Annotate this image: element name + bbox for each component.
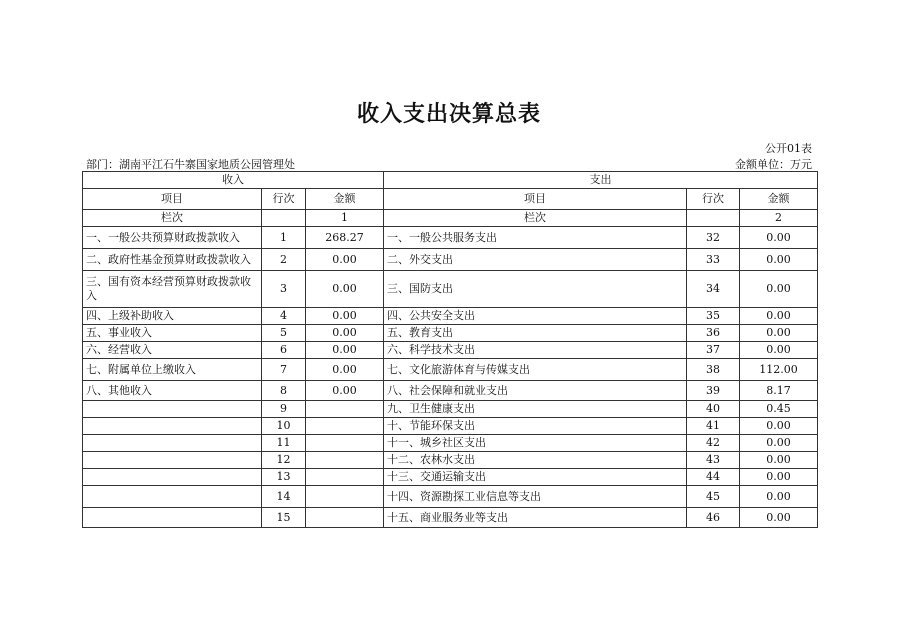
- expense-amount: 0.00: [740, 508, 818, 528]
- department-label: 部门：湖南平江石牛寨国家地质公园管理处: [86, 158, 295, 171]
- income-line: 1: [262, 227, 306, 249]
- expense-item: 十一、城乡社区支出: [384, 435, 687, 452]
- expense-column-number: 2: [740, 210, 818, 227]
- column-header-row: [83, 189, 818, 210]
- table-row: [83, 381, 818, 401]
- expense-amount: 0.00: [740, 469, 818, 486]
- income-amount: 0.00: [306, 325, 384, 342]
- income-line-header: 行次: [262, 189, 306, 210]
- expense-amount: 112.00: [740, 359, 818, 381]
- expense-amount: 0.00: [740, 435, 818, 452]
- expense-amount: 0.00: [740, 249, 818, 271]
- expense-item: 七、文化旅游体育与传媒支出: [384, 359, 687, 381]
- expense-line: 36: [687, 325, 740, 342]
- expense-item: 十三、交通运输支出: [384, 469, 687, 486]
- income-item: 六、经营收入: [83, 342, 262, 359]
- expense-line: 37: [687, 342, 740, 359]
- table-row: [83, 486, 818, 508]
- income-item: 三、国有资本经营预算财政拨款收入: [83, 271, 262, 308]
- income-line: 2: [262, 249, 306, 271]
- expense-line: 44: [687, 469, 740, 486]
- income-amount: 0.00: [306, 381, 384, 401]
- income-amount: [306, 486, 384, 508]
- income-item: [83, 508, 262, 528]
- expense-line: 39: [687, 381, 740, 401]
- income-item: 一、一般公共预算财政拨款收入: [83, 227, 262, 249]
- income-amount: 0.00: [306, 271, 384, 308]
- table-row: [83, 508, 818, 528]
- income-item: [83, 469, 262, 486]
- income-column-number: 1: [306, 210, 384, 227]
- unit-label: 金额单位：万元: [735, 158, 812, 171]
- expense-item: 三、国防支出: [384, 271, 687, 308]
- table-row: [83, 435, 818, 452]
- expense-item-header: 项目: [384, 189, 687, 210]
- income-item: [83, 452, 262, 469]
- expense-amount: 0.00: [740, 486, 818, 508]
- income-item: 五、事业收入: [83, 325, 262, 342]
- income-amount: [306, 469, 384, 486]
- expense-line: 32: [687, 227, 740, 249]
- income-item: [83, 401, 262, 418]
- table-row: [83, 271, 818, 308]
- page-title: 收入支出决算总表: [356, 102, 541, 127]
- income-line: 4: [262, 308, 306, 325]
- expense-amount: 0.00: [740, 325, 818, 342]
- expense-item: 十、节能环保支出: [384, 418, 687, 435]
- expense-amount: 0.45: [740, 401, 818, 418]
- income-item-header: 项目: [83, 189, 262, 210]
- table-row: [83, 325, 818, 342]
- table-row: [83, 359, 818, 381]
- income-line: 11: [262, 435, 306, 452]
- income-amount: [306, 401, 384, 418]
- expense-item: 八、社会保障和就业支出: [384, 381, 687, 401]
- column-number-row: [83, 210, 818, 227]
- expense-amount: 0.00: [740, 227, 818, 249]
- expense-amount: 0.00: [740, 308, 818, 325]
- income-amount: 0.00: [306, 342, 384, 359]
- income-item: [83, 486, 262, 508]
- section-header-row: [83, 172, 818, 189]
- table-row: [83, 342, 818, 359]
- income-amount: 0.00: [306, 359, 384, 381]
- income-line: 5: [262, 325, 306, 342]
- expense-item: 十二、农林水支出: [384, 452, 687, 469]
- income-amount: 0.00: [306, 308, 384, 325]
- income-amount-header: 金额: [306, 189, 384, 210]
- table-row: [83, 249, 818, 271]
- expense-line: 43: [687, 452, 740, 469]
- expense-line: 33: [687, 249, 740, 271]
- income-column-label: 栏次: [83, 210, 262, 227]
- expense-line: 38: [687, 359, 740, 381]
- expense-item: 四、公共安全支出: [384, 308, 687, 325]
- table-row: [83, 227, 818, 249]
- income-line: 6: [262, 342, 306, 359]
- expense-line: 40: [687, 401, 740, 418]
- expense-line: 42: [687, 435, 740, 452]
- income-item: 七、附属单位上缴收入: [83, 359, 262, 381]
- expense-line: 41: [687, 418, 740, 435]
- income-amount: 0.00: [306, 249, 384, 271]
- expense-section-header: 支出: [384, 172, 818, 189]
- expense-amount: 0.00: [740, 342, 818, 359]
- form-code: 公开01表: [765, 142, 812, 155]
- expense-amount: 0.00: [740, 418, 818, 435]
- income-line: 13: [262, 469, 306, 486]
- income-line: 14: [262, 486, 306, 508]
- income-line: 8: [262, 381, 306, 401]
- table-row: [83, 401, 818, 418]
- expense-item: 九、卫生健康支出: [384, 401, 687, 418]
- income-item: 八、其他收入: [83, 381, 262, 401]
- income-item: [83, 435, 262, 452]
- summary-table: [82, 171, 818, 528]
- income-amount: [306, 508, 384, 528]
- expense-item: 二、外交支出: [384, 249, 687, 271]
- income-amount: [306, 418, 384, 435]
- expense-column-label: 栏次: [384, 210, 687, 227]
- table-row: [83, 418, 818, 435]
- income-section-header: 收入: [83, 172, 384, 189]
- expense-line: 46: [687, 508, 740, 528]
- income-amount: [306, 452, 384, 469]
- income-line: 3: [262, 271, 306, 308]
- income-amount: 268.27: [306, 227, 384, 249]
- expense-item: 十五、商业服务业等支出: [384, 508, 687, 528]
- income-amount: [306, 435, 384, 452]
- income-line: 15: [262, 508, 306, 528]
- expense-line-header: 行次: [687, 189, 740, 210]
- expense-amount: 8.17: [740, 381, 818, 401]
- income-line: 7: [262, 359, 306, 381]
- expense-line: 45: [687, 486, 740, 508]
- table-row: [83, 308, 818, 325]
- expense-amount: 0.00: [740, 271, 818, 308]
- income-line: 9: [262, 401, 306, 418]
- expense-line: 35: [687, 308, 740, 325]
- table-row: [83, 469, 818, 486]
- income-item: 二、政府性基金预算财政拨款收入: [83, 249, 262, 271]
- expense-amount: 0.00: [740, 452, 818, 469]
- table-row: [83, 452, 818, 469]
- expense-item: 五、教育支出: [384, 325, 687, 342]
- income-line: 12: [262, 452, 306, 469]
- expense-line: 34: [687, 271, 740, 308]
- expense-amount-header: 金额: [740, 189, 818, 210]
- expense-item: 十四、资源勘探工业信息等支出: [384, 486, 687, 508]
- income-item: [83, 418, 262, 435]
- income-item: 四、上级补助收入: [83, 308, 262, 325]
- expense-item: 六、科学技术支出: [384, 342, 687, 359]
- income-line: 10: [262, 418, 306, 435]
- expense-item: 一、一般公共服务支出: [384, 227, 687, 249]
